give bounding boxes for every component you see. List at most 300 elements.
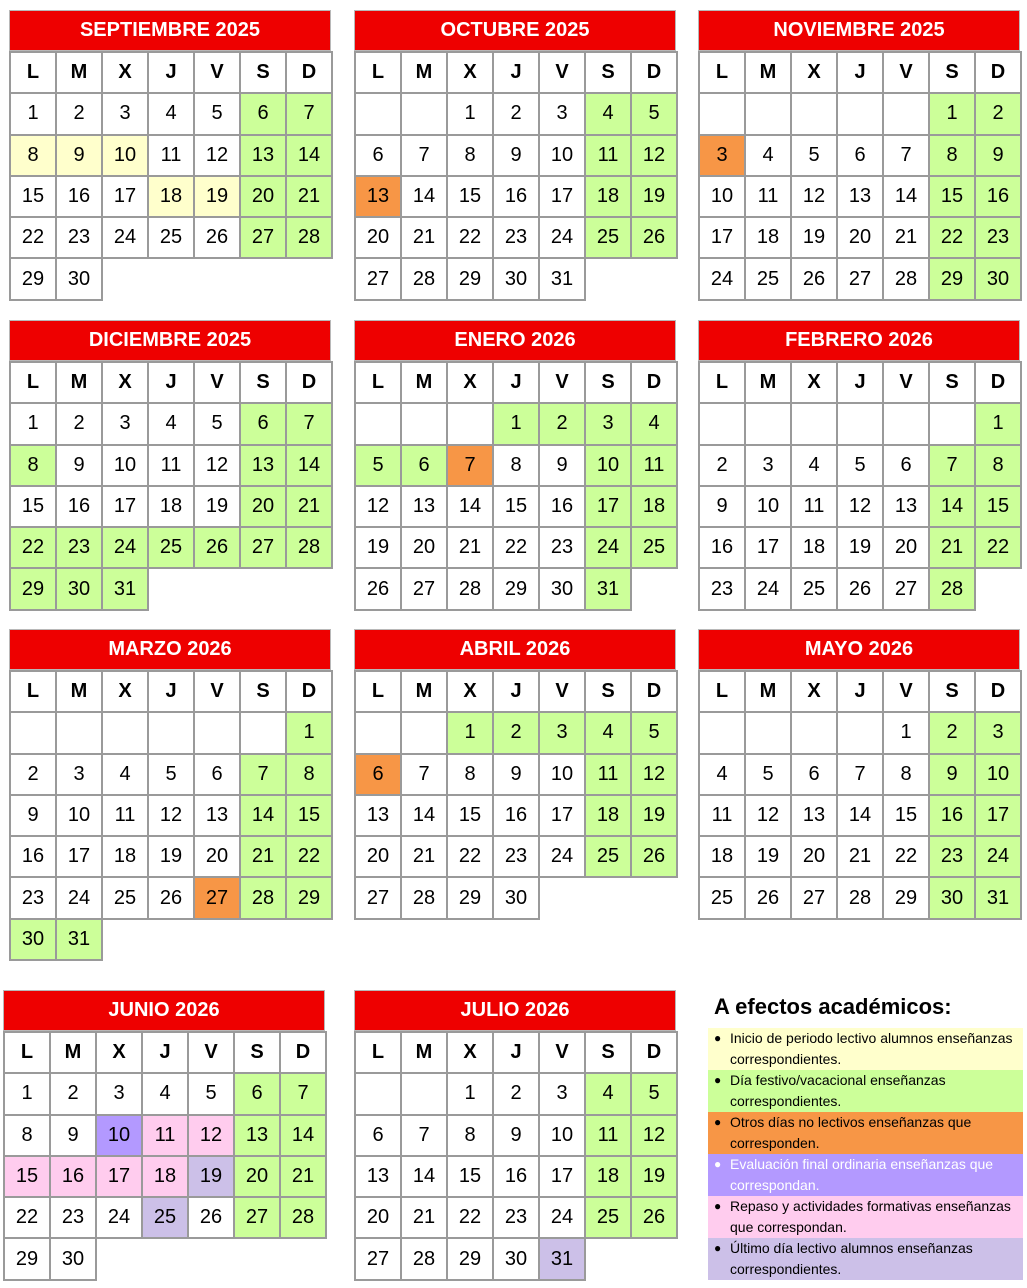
day-cell: 4 — [148, 403, 194, 444]
day-cell: 10 — [699, 176, 745, 217]
day-cell: 4 — [585, 712, 631, 753]
day-cell: 26 — [791, 258, 837, 299]
day-cell: 15 — [883, 795, 929, 836]
day-cell: 2 — [493, 1073, 539, 1114]
day-cell: 26 — [188, 1197, 234, 1238]
legend-item-text: Día festivo/vacacional enseñanzas correspondientes. — [730, 1072, 946, 1109]
day-cell: 12 — [355, 486, 401, 527]
day-cell: 19 — [791, 217, 837, 258]
day-cell: 20 — [837, 217, 883, 258]
weekday-header: J — [493, 52, 539, 93]
day-cell: 19 — [188, 1156, 234, 1197]
day-cell: 21 — [447, 527, 493, 568]
empty-day-cell — [883, 93, 929, 134]
weekday-header: J — [837, 671, 883, 712]
month-calendar — [698, 10, 1020, 301]
day-cell: 19 — [837, 527, 883, 568]
day-cell: 18 — [142, 1156, 188, 1197]
day-cell: 8 — [975, 445, 1021, 486]
blank-cell — [631, 568, 677, 609]
day-cell: 5 — [194, 93, 240, 134]
day-cell: 15 — [929, 176, 975, 217]
day-cell: 8 — [883, 754, 929, 795]
weekday-header: X — [102, 671, 148, 712]
day-cell: 1 — [883, 712, 929, 753]
weekday-header: J — [142, 1032, 188, 1073]
day-cell: 10 — [585, 445, 631, 486]
day-cell: 13 — [355, 1156, 401, 1197]
day-cell: 22 — [493, 527, 539, 568]
blank-cell — [240, 258, 286, 299]
day-cell: 4 — [631, 403, 677, 444]
day-cell: 15 — [10, 176, 56, 217]
weekday-header: L — [10, 671, 56, 712]
legend-item-text: Último día lectivo alumnos enseñanzas correspondientes. — [730, 1240, 973, 1277]
day-cell: 5 — [745, 754, 791, 795]
day-cell: 8 — [447, 1115, 493, 1156]
day-cell: 7 — [447, 445, 493, 486]
day-cell: 3 — [539, 93, 585, 134]
day-cell: 15 — [975, 486, 1021, 527]
day-cell: 29 — [4, 1238, 50, 1279]
weekday-header: S — [240, 52, 286, 93]
day-cell: 28 — [447, 568, 493, 609]
blank-cell — [148, 258, 194, 299]
month-calendar — [9, 629, 331, 961]
weekday-header: V — [539, 671, 585, 712]
month-title: OCTUBRE 2025 — [354, 10, 676, 51]
day-cell: 21 — [837, 836, 883, 877]
day-cell: 25 — [745, 258, 791, 299]
day-cell: 21 — [240, 836, 286, 877]
weekday-header: J — [837, 52, 883, 93]
weekday-header: V — [883, 52, 929, 93]
day-cell: 16 — [975, 176, 1021, 217]
day-cell: 6 — [194, 754, 240, 795]
weekday-header: M — [56, 52, 102, 93]
day-cell: 10 — [539, 754, 585, 795]
day-cell: 11 — [585, 135, 631, 176]
blank-cell — [240, 568, 286, 609]
blank-cell — [148, 919, 194, 960]
day-cell: 18 — [148, 176, 194, 217]
day-cell: 3 — [585, 403, 631, 444]
day-cell: 21 — [929, 527, 975, 568]
day-cell: 11 — [631, 445, 677, 486]
blank-cell — [286, 568, 332, 609]
blank-cell — [286, 258, 332, 299]
weekday-header: M — [50, 1032, 96, 1073]
weekday-header: V — [194, 362, 240, 403]
day-cell: 20 — [234, 1156, 280, 1197]
day-cell: 3 — [96, 1073, 142, 1114]
day-cell: 9 — [699, 486, 745, 527]
legend — [708, 994, 1023, 1280]
day-cell: 19 — [631, 795, 677, 836]
day-cell: 1 — [447, 712, 493, 753]
weekday-header: L — [10, 362, 56, 403]
day-cell: 17 — [539, 795, 585, 836]
day-cell: 19 — [631, 1156, 677, 1197]
day-cell: 19 — [631, 176, 677, 217]
day-cell: 13 — [791, 795, 837, 836]
day-cell: 4 — [791, 445, 837, 486]
empty-day-cell — [699, 403, 745, 444]
day-cell: 6 — [355, 135, 401, 176]
day-cell: 3 — [102, 403, 148, 444]
day-cell: 12 — [631, 1115, 677, 1156]
day-cell: 27 — [355, 877, 401, 918]
day-cell: 15 — [447, 176, 493, 217]
day-cell: 16 — [56, 176, 102, 217]
weekday-header: L — [4, 1032, 50, 1073]
day-cell: 27 — [355, 1238, 401, 1279]
weekday-header: J — [148, 362, 194, 403]
empty-day-cell — [745, 712, 791, 753]
weekday-header: L — [699, 671, 745, 712]
day-cell: 30 — [56, 568, 102, 609]
blank-cell — [631, 877, 677, 918]
day-cell: 27 — [240, 217, 286, 258]
day-cell: 28 — [401, 877, 447, 918]
weekday-header: D — [286, 671, 332, 712]
day-cell: 22 — [4, 1197, 50, 1238]
day-cell: 9 — [975, 135, 1021, 176]
day-cell: 5 — [631, 1073, 677, 1114]
day-cell: 21 — [401, 836, 447, 877]
day-cell: 16 — [539, 486, 585, 527]
day-cell: 29 — [447, 258, 493, 299]
empty-day-cell — [401, 403, 447, 444]
day-cell: 1 — [10, 93, 56, 134]
day-cell: 30 — [493, 877, 539, 918]
weekday-header: X — [447, 52, 493, 93]
day-cell: 2 — [56, 93, 102, 134]
day-cell: 13 — [837, 176, 883, 217]
day-cell: 29 — [286, 877, 332, 918]
empty-day-cell — [837, 712, 883, 753]
day-cell: 13 — [883, 486, 929, 527]
blank-cell — [585, 1238, 631, 1279]
day-cell: 29 — [10, 568, 56, 609]
day-cell: 18 — [148, 486, 194, 527]
day-cell: 28 — [929, 568, 975, 609]
day-cell: 30 — [56, 258, 102, 299]
day-cell: 17 — [975, 795, 1021, 836]
weekday-header: L — [355, 52, 401, 93]
bullet-icon: ● — [714, 1073, 722, 1087]
day-cell: 24 — [102, 527, 148, 568]
month-title: SEPTIEMBRE 2025 — [9, 10, 331, 51]
day-cell: 26 — [194, 217, 240, 258]
day-cell: 26 — [837, 568, 883, 609]
day-cell: 7 — [280, 1073, 326, 1114]
weekday-header: X — [102, 362, 148, 403]
weekday-header: J — [493, 1032, 539, 1073]
day-cell: 6 — [234, 1073, 280, 1114]
blank-cell — [96, 1238, 142, 1279]
day-cell: 16 — [493, 176, 539, 217]
blank-cell — [148, 568, 194, 609]
blank-cell — [240, 919, 286, 960]
day-cell: 5 — [631, 93, 677, 134]
empty-day-cell — [883, 403, 929, 444]
month-days-table — [9, 670, 333, 961]
day-cell: 25 — [699, 877, 745, 918]
month-days-table — [354, 51, 678, 301]
blank-cell — [631, 1238, 677, 1279]
day-cell: 30 — [539, 568, 585, 609]
day-cell: 1 — [929, 93, 975, 134]
day-cell: 12 — [631, 135, 677, 176]
day-cell: 10 — [56, 795, 102, 836]
day-cell: 30 — [929, 877, 975, 918]
day-cell: 25 — [631, 527, 677, 568]
weekday-header: M — [56, 362, 102, 403]
month-days-table — [354, 361, 678, 611]
weekday-header: V — [539, 1032, 585, 1073]
legend-item-text: Inicio de periodo lectivo alumnos enseñanzas correspondientes. — [730, 1030, 1013, 1067]
day-cell: 2 — [56, 403, 102, 444]
day-cell: 12 — [791, 176, 837, 217]
day-cell: 5 — [791, 135, 837, 176]
empty-day-cell — [401, 1073, 447, 1114]
day-cell: 2 — [699, 445, 745, 486]
empty-day-cell — [837, 93, 883, 134]
day-cell: 20 — [883, 527, 929, 568]
month-days-table — [698, 51, 1022, 301]
day-cell: 11 — [142, 1115, 188, 1156]
day-cell: 15 — [447, 1156, 493, 1197]
day-cell: 20 — [355, 217, 401, 258]
day-cell: 30 — [493, 258, 539, 299]
day-cell: 4 — [142, 1073, 188, 1114]
day-cell: 20 — [401, 527, 447, 568]
day-cell: 26 — [194, 527, 240, 568]
blank-cell — [194, 258, 240, 299]
day-cell: 5 — [188, 1073, 234, 1114]
day-cell: 28 — [883, 258, 929, 299]
month-days-table — [698, 361, 1022, 611]
day-cell: 14 — [286, 445, 332, 486]
weekday-header: M — [745, 362, 791, 403]
weekday-header: V — [188, 1032, 234, 1073]
day-cell: 8 — [10, 445, 56, 486]
day-cell: 8 — [447, 754, 493, 795]
month-days-table — [354, 1031, 678, 1281]
day-cell: 9 — [56, 135, 102, 176]
day-cell: 5 — [194, 403, 240, 444]
day-cell: 17 — [745, 527, 791, 568]
empty-day-cell — [745, 403, 791, 444]
month-title: NOVIEMBRE 2025 — [698, 10, 1020, 51]
day-cell: 2 — [539, 403, 585, 444]
weekday-header: V — [194, 671, 240, 712]
legend-item-review — [708, 1196, 1023, 1238]
day-cell: 23 — [50, 1197, 96, 1238]
day-cell: 1 — [4, 1073, 50, 1114]
empty-day-cell — [355, 93, 401, 134]
weekday-header: J — [148, 52, 194, 93]
month-calendar — [698, 320, 1020, 611]
day-cell: 14 — [883, 176, 929, 217]
empty-day-cell — [10, 712, 56, 753]
blank-cell — [539, 877, 585, 918]
weekday-header: L — [699, 52, 745, 93]
day-cell: 15 — [10, 486, 56, 527]
day-cell: 1 — [447, 93, 493, 134]
day-cell: 19 — [194, 486, 240, 527]
empty-day-cell — [194, 712, 240, 753]
day-cell: 6 — [355, 1115, 401, 1156]
day-cell: 21 — [883, 217, 929, 258]
day-cell: 27 — [355, 258, 401, 299]
weekday-header: S — [240, 671, 286, 712]
blank-cell — [585, 258, 631, 299]
weekday-header: D — [631, 52, 677, 93]
weekday-header: M — [745, 671, 791, 712]
weekday-header: V — [539, 52, 585, 93]
day-cell: 11 — [148, 135, 194, 176]
day-cell: 7 — [883, 135, 929, 176]
day-cell: 8 — [4, 1115, 50, 1156]
day-cell: 13 — [194, 795, 240, 836]
day-cell: 14 — [240, 795, 286, 836]
day-cell: 20 — [240, 176, 286, 217]
day-cell: 31 — [539, 1238, 585, 1279]
day-cell: 2 — [10, 754, 56, 795]
day-cell: 27 — [883, 568, 929, 609]
empty-day-cell — [699, 93, 745, 134]
day-cell: 20 — [355, 1197, 401, 1238]
empty-day-cell — [791, 403, 837, 444]
day-cell: 23 — [56, 527, 102, 568]
day-cell: 31 — [102, 568, 148, 609]
day-cell: 21 — [286, 486, 332, 527]
day-cell: 10 — [539, 135, 585, 176]
day-cell: 22 — [10, 217, 56, 258]
day-cell: 24 — [699, 258, 745, 299]
blank-cell — [280, 1238, 326, 1279]
blank-cell — [975, 568, 1021, 609]
day-cell: 22 — [929, 217, 975, 258]
day-cell: 25 — [585, 1197, 631, 1238]
empty-day-cell — [355, 403, 401, 444]
day-cell: 6 — [240, 403, 286, 444]
day-cell: 22 — [975, 527, 1021, 568]
blank-cell — [234, 1238, 280, 1279]
weekday-header: L — [355, 362, 401, 403]
weekday-header: L — [699, 362, 745, 403]
day-cell: 23 — [975, 217, 1021, 258]
weekday-header: M — [401, 52, 447, 93]
day-cell: 27 — [234, 1197, 280, 1238]
bullet-icon: ● — [714, 1199, 722, 1213]
weekday-header: S — [929, 362, 975, 403]
day-cell: 23 — [493, 217, 539, 258]
bullet-icon: ● — [714, 1241, 722, 1255]
weekday-header: X — [96, 1032, 142, 1073]
month-calendar — [354, 629, 676, 920]
day-cell: 16 — [56, 486, 102, 527]
weekday-header: J — [148, 671, 194, 712]
day-cell: 26 — [631, 217, 677, 258]
weekday-header: X — [791, 362, 837, 403]
day-cell: 11 — [102, 795, 148, 836]
day-cell: 11 — [699, 795, 745, 836]
day-cell: 9 — [493, 754, 539, 795]
legend-item-holiday — [708, 1070, 1023, 1112]
day-cell: 11 — [745, 176, 791, 217]
day-cell: 7 — [401, 135, 447, 176]
day-cell: 3 — [539, 1073, 585, 1114]
month-calendar — [698, 629, 1020, 920]
day-cell: 23 — [929, 836, 975, 877]
day-cell: 22 — [286, 836, 332, 877]
day-cell: 4 — [745, 135, 791, 176]
day-cell: 28 — [280, 1197, 326, 1238]
day-cell: 29 — [929, 258, 975, 299]
day-cell: 28 — [837, 877, 883, 918]
day-cell: 28 — [286, 527, 332, 568]
day-cell: 12 — [148, 795, 194, 836]
day-cell: 10 — [975, 754, 1021, 795]
day-cell: 2 — [975, 93, 1021, 134]
day-cell: 31 — [585, 568, 631, 609]
weekday-header: X — [791, 52, 837, 93]
day-cell: 24 — [975, 836, 1021, 877]
day-cell: 14 — [837, 795, 883, 836]
day-cell: 27 — [401, 568, 447, 609]
weekday-header: X — [102, 52, 148, 93]
day-cell: 7 — [837, 754, 883, 795]
month-calendar — [9, 320, 331, 611]
day-cell: 4 — [148, 93, 194, 134]
day-cell: 10 — [96, 1115, 142, 1156]
day-cell: 5 — [148, 754, 194, 795]
day-cell: 27 — [194, 877, 240, 918]
day-cell: 2 — [50, 1073, 96, 1114]
day-cell: 16 — [493, 1156, 539, 1197]
bullet-icon: ● — [714, 1031, 722, 1045]
month-days-table — [9, 361, 333, 611]
day-cell: 7 — [401, 754, 447, 795]
day-cell: 3 — [102, 93, 148, 134]
day-cell: 7 — [240, 754, 286, 795]
month-title: ABRIL 2026 — [354, 629, 676, 670]
day-cell: 13 — [355, 795, 401, 836]
day-cell: 30 — [10, 919, 56, 960]
day-cell: 9 — [493, 135, 539, 176]
day-cell: 11 — [585, 754, 631, 795]
day-cell: 22 — [447, 217, 493, 258]
day-cell: 21 — [280, 1156, 326, 1197]
weekday-header: M — [745, 52, 791, 93]
day-cell: 10 — [745, 486, 791, 527]
day-cell: 22 — [883, 836, 929, 877]
day-cell: 9 — [539, 445, 585, 486]
day-cell: 14 — [447, 486, 493, 527]
weekday-header: L — [10, 52, 56, 93]
day-cell: 14 — [401, 176, 447, 217]
day-cell: 18 — [102, 836, 148, 877]
month-title: ENERO 2026 — [354, 320, 676, 361]
day-cell: 15 — [447, 795, 493, 836]
weekday-header: D — [280, 1032, 326, 1073]
weekday-header: J — [493, 671, 539, 712]
day-cell: 20 — [355, 836, 401, 877]
blank-cell — [194, 568, 240, 609]
